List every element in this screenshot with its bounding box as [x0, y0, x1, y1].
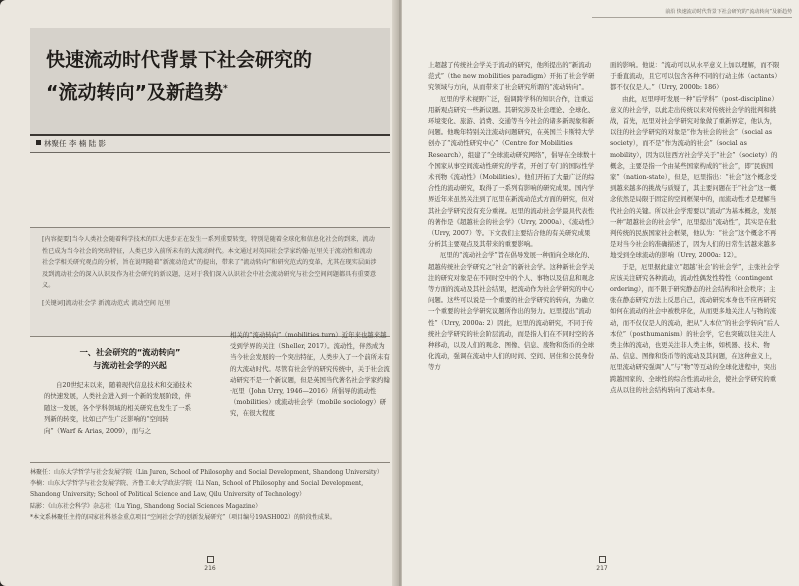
footnote: 林聚任：山东大学哲学与社会发展学院（Lin Juren, School of Philosophy and Social Development, Shandong University） [30, 469, 383, 476]
page-number-left [190, 556, 230, 572]
page-number-text: 217 [596, 565, 608, 572]
abstract-label: [内容提要] [42, 236, 72, 243]
paragraph: 上超越了传统社会学关于流动的研究，他所提出的“新流动范式”（the new mobilities paradigm）开拓了社会学研究领域与方向，从而带来了社会研究所谓的“流动转向”。 [428, 61, 595, 92]
page-number-right [582, 556, 622, 572]
page-number-text: 216 [204, 565, 216, 572]
paragraph: 厄里的学术视野广泛，强调跨学科的知识合作，注重运用新观点研究一些新议题。其研究涉及社会理论、全球化、环境变化、旅游、消费、交通等当今社会的诸多新现象和新问题。他晚年特别关注流动问题研究，在英国兰卡斯特大学创办了“流动性研究中心”（Centre for Mobilities Research），组建了“全球流动研究网络”，倡导在全球数十个国家从事空间流动性研究的学者，开创了专门的国际性学术刊物《流动性》（Mobilities）。他们开拓了大量广泛的综合性的流动研究，取得了一系列有影响的研究成果。国内学界近年来虽然关注到了厄里在新流动范式方面的研究，但对其社会学研究没有充分重视。厄里的流动社会学最具代表性的著作是《超越社会的社会学》（Urry, 2000a）、《流动性》（Urry, 2007）等。下文我们主要结合他的有关研究成果分析其主要观点及其带来的重要影响。 [428, 94, 596, 249]
title-line-1: 快速流动时代背景下社会研究的 [46, 49, 313, 71]
page-square-icon [599, 556, 606, 563]
footnotes [30, 462, 390, 523]
keywords-text: 流动社会学 新流动范式 流动空间 厄里 [65, 299, 171, 307]
body-column-2: 相关的“流动转向”（mobilities turn）近年来也越来越受到学界的关注（Sheller, 2017）。流动性，伴然成为当今社会发展的一个突出特征，人类步入了一个前所未有的大流动时代。尽管有社会学的研究传统中，关于社会流动研究不是一个新议题，但是英国当代著名社会学家约翰·厄里（John Urry, 1946—2016）所倡导的流动性（mobilities）或流动社会学（mobile sociology）研究，在很大程度 [230, 331, 390, 418]
abstract [42, 234, 378, 292]
page-square-icon [207, 556, 214, 563]
right-body-column-2 [610, 60, 780, 550]
authors-bar [30, 134, 390, 153]
authors: 林聚任 李 楠 陆 影 [44, 139, 107, 148]
paragraph: 由此，厄里呼吁发展一种“后学科”（post-discipline）意义的社会学，以此走出传统以来对传统社会学的批判和挑战，首先，厄里对社会学研究对象做了重新界定，他认为，以往的社会学研究的对象是“作为社会的社会”（social as society），而不是“作为流动的社会”（social as mobility），因为以往西方社会学关于“社会”（society）的概念，主要是指一个由某些国家构成的“社会”，即“民族国家”（nation-state），但是，厄里指出：“社会”这个概念受到越来越多的挑战与质疑了，其主要问题在于“社会”这一概念依然是局限于固定的空间框架中的，而流动性才是理解当代社会的关键。所以社会学需要以“流动”为基本概念，发展一种“超越社会的社会学”，厄里提出“流动性”，其实是在批判传统的民族国家社会框架，他认为：“社会”这个概念不再是对当今社会的准确描述了，因为人们的日常生活越来越多地受到全球流动的影响（Urry, 2000a: 12）。 [610, 94, 778, 260]
article-title [46, 46, 386, 107]
footnote: 李楠：山东大学哲学与社会发展学院、齐鲁工业大学政法学院（Li Nan, School of Philosophy and Social Development, Shandong University; School of Political Science and Law, Qilu University of Technology） [30, 480, 364, 499]
footnote: *本文系林聚任主持的国家社科基金重点项目“空间社会学的创新发展研究”（项目编号19ASH002）的阶段性成果。 [30, 513, 336, 521]
title-box [30, 28, 390, 134]
keywords-label: [关键词] [42, 299, 66, 307]
abstract-box [30, 227, 390, 337]
running-head: 前沿 快速流动时代背景下社会研究的“流动转向”及新趋势 [592, 8, 792, 18]
section-heading-line-2: 与流动社会学的兴起 [93, 360, 167, 370]
paragraph: 面的影响。他说：“流动可以从水平意义上加以理解，而不限于垂直流动，且它可以包含各种不同的行动主体（actants）都不仅仅是人。”（Urry, 2000b: 186） [610, 61, 780, 92]
section-heading [60, 346, 200, 372]
right-body-column-1 [428, 60, 596, 550]
keywords [42, 298, 378, 310]
paragraph: 厄里的“流动社会学”旨在倡导发展一种面向全球化的、超越传统社会学研究之“社会”的新社会学。这种新社会学关注的研究对象是在不同时空中的个人、事物以及信息和观念等方面的流动及其社会结果，把流动作为社会学研究的中心问题。这些可以说是一个重要的社会学研究的转向，为确立一个重要的社会学研究议题所作出的努力。厄里提出“流动性”（Urry, 2000a: 2）因此，厄里的流动研究，不同于传统社会学研究的社会阶层流动，而是指人们在不同时空的各种移动，以及人们的观念、图像、信息、废物和货币的全球化流动，强调在流动中人们的时间、空间、居住和公民身份等方 [428, 251, 595, 372]
title-footnote-mark: * [222, 84, 228, 94]
right-page [402, 0, 799, 586]
square-bullet-icon [36, 140, 41, 145]
abstract-text: 当今人类社会随着科学技术的巨大进步正在发生一系列重要转变，特别是随着全球化和信息化社会的到来，流动性已成为当今社会的突出特征，人类已步入前所未有的大流动时代。本文通过对英国社会学家约翰·厄里关于流动性和流动社会学相关研究观点的分析，旨在说明随着“新流动范式”的提出，带来了“流动转向”和研究范式的变革，尤其在现实层面涉及到流动社会的深入认识及作为社会研究的新议题，这对于我们深入认识社会中社会流动研究与社会空间问题都具有重要意义。 [42, 236, 377, 290]
footnote: 陆影：《山东社会科学》杂志社（Lu Ying, Shandong Social Sciences Magazine） [30, 502, 262, 510]
section-heading-line-1: 一、社会研究的“流动转向” [79, 347, 181, 357]
title-line-2: “流动转向”及新趋势 [46, 81, 223, 104]
left-page [0, 0, 398, 586]
body-column-1: 自20世纪末以来，随着现代信息技术和交通技术的快速发展，人类社会进入到一个新的发展阶段，伴随这一发展，各个学科领域的相关研究也发生了一系列新的转变，比如已产生广泛影响的“空间转向”（Warf & Arias, 2009），而与之 [44, 381, 192, 435]
paragraph: 于是，厄里据此建立“超越‘社会’的社会学”，主张社会学应该关注研究各种流动，流动性偶发性特性（contingent ordering），而不限于研究静态的社会结构和社会秩序；主张在静态研究方法上反思自己，流动研究本身也不应再研究如何在流动的社会中被秩序化，从而更多地关注人与物的流动，而不仅仅是人的流动，把从“人本位”的社会学转向“后人本位”（posthumanism）的社会学，它也突破以往关注人类主体的流动，也更关注非人类主体，如机器、技术、物品、信息、图像和货币等的流动及其问题，在这种意义上，厄里流动研究强调“人”与“物”等互动的全球化进程中，突出跨越国家的、全球性的综合性流动社会，使社会学研究的重点从以往的社会结构转向了流动本身。 [610, 262, 780, 394]
